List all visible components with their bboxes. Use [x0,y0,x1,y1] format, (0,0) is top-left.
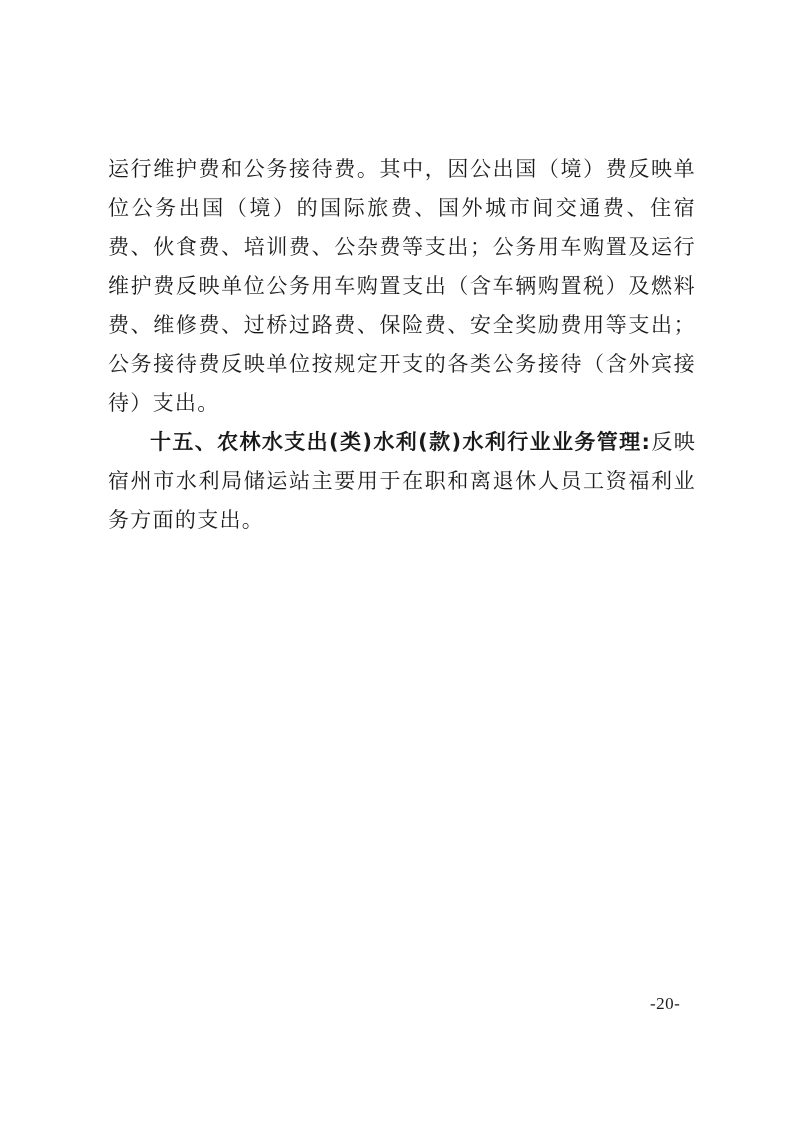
paragraph-text: 反映宿州市水利局储运站主要用于在职和离退休人员工资福利业务方面的支出。 [108,430,696,532]
document-body [108,150,696,540]
paragraph-public-expenses [108,150,696,423]
paragraph-text: 运行维护费和公务接待费。其中，因公出国（境）费反映单位公务出国（境）的国际旅费、国外城市间交通费、住宿费、伙食费、培训费、公杂费等支出；公务用车购置及运行维护费反映单位公务用车购置支出（含车辆购置税）及燃料费、维修费、过桥过路费、保险费、安全奖励费用等支出；公务接待费反映单位按规定开支的各类公务接待（含外宾接待）支出。 [108,157,696,415]
page-number: -20- [650,994,681,1013]
section-heading: 十五、农林水支出(类)水利(款)水利行业业务管理: [150,430,652,454]
paragraph-section-15 [108,423,696,540]
